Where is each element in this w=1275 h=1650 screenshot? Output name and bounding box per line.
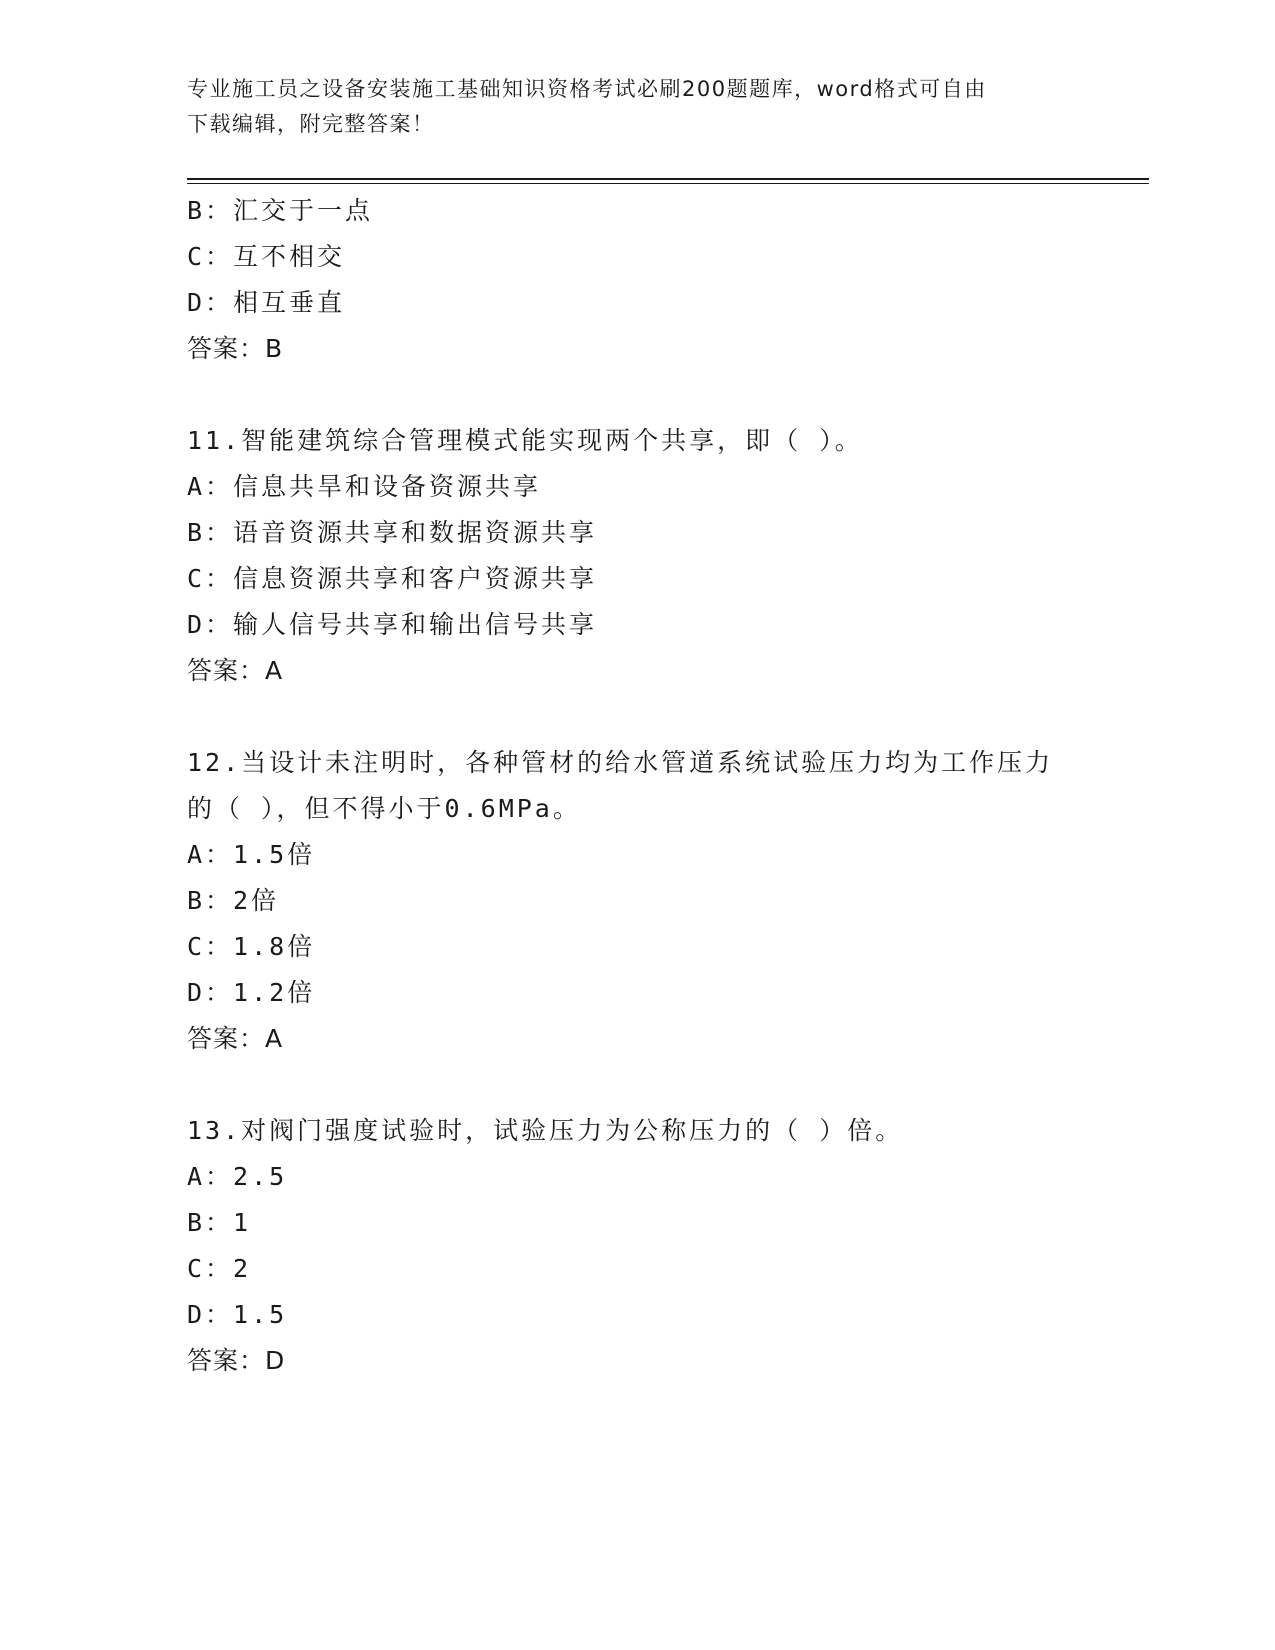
option-b: B：汇交于一点	[187, 196, 374, 225]
option-d: D：1.2倍	[187, 978, 316, 1007]
option-c: C：2	[187, 1254, 252, 1283]
option-c: C：1.8倍	[187, 932, 316, 961]
option-d: D：输人信号共享和输出信号共享	[187, 610, 598, 639]
header-divider-thin	[187, 183, 1149, 184]
question-11	[187, 418, 1087, 694]
option-c: C：互不相交	[187, 242, 346, 271]
answer: 答案：A	[187, 656, 284, 685]
document-header	[187, 72, 1067, 142]
option-d: D：1.5	[187, 1300, 288, 1329]
option-d: D：相互垂直	[187, 288, 346, 317]
option-a: A：2.5	[187, 1162, 288, 1191]
spacer	[187, 694, 1087, 740]
question-stem: 11.智能建筑综合管理模式能实现两个共享，即（ ）。	[187, 426, 863, 455]
option-b: B：语音资源共享和数据资源共享	[187, 518, 598, 547]
question-list	[187, 188, 1087, 1384]
question-stem: 13.对阀门强度试验时，试验压力为公称压力的（ ）倍。	[187, 1116, 904, 1145]
question-10-tail	[187, 188, 1087, 372]
option-c: C：信息资源共享和客户资源共享	[187, 564, 598, 593]
question-12	[187, 740, 1087, 1062]
option-a: A：1.5倍	[187, 840, 316, 869]
option-a: A：信息共旱和设备资源共享	[187, 472, 542, 501]
question-13	[187, 1108, 1087, 1384]
spacer	[187, 372, 1087, 418]
question-stem-line-2: 的（ ），但不得小于0.6MPa。	[187, 794, 581, 823]
answer: 答案：D	[187, 1346, 286, 1375]
option-b: B：1	[187, 1208, 252, 1237]
header-divider-thick	[187, 178, 1149, 180]
question-stem-line-1: 12.当设计未注明时，各种管材的给水管道系统试验压力均为工作压力	[187, 748, 1054, 777]
answer: 答案：A	[187, 1024, 284, 1053]
option-b: B：2倍	[187, 886, 280, 915]
spacer	[187, 1062, 1087, 1108]
header-line-2: 下载编辑，附完整答案！	[187, 112, 435, 136]
header-line-1: 专业施工员之设备安装施工基础知识资格考试必刷200题题库，word格式可自由	[187, 77, 987, 101]
answer: 答案：B	[187, 334, 284, 363]
